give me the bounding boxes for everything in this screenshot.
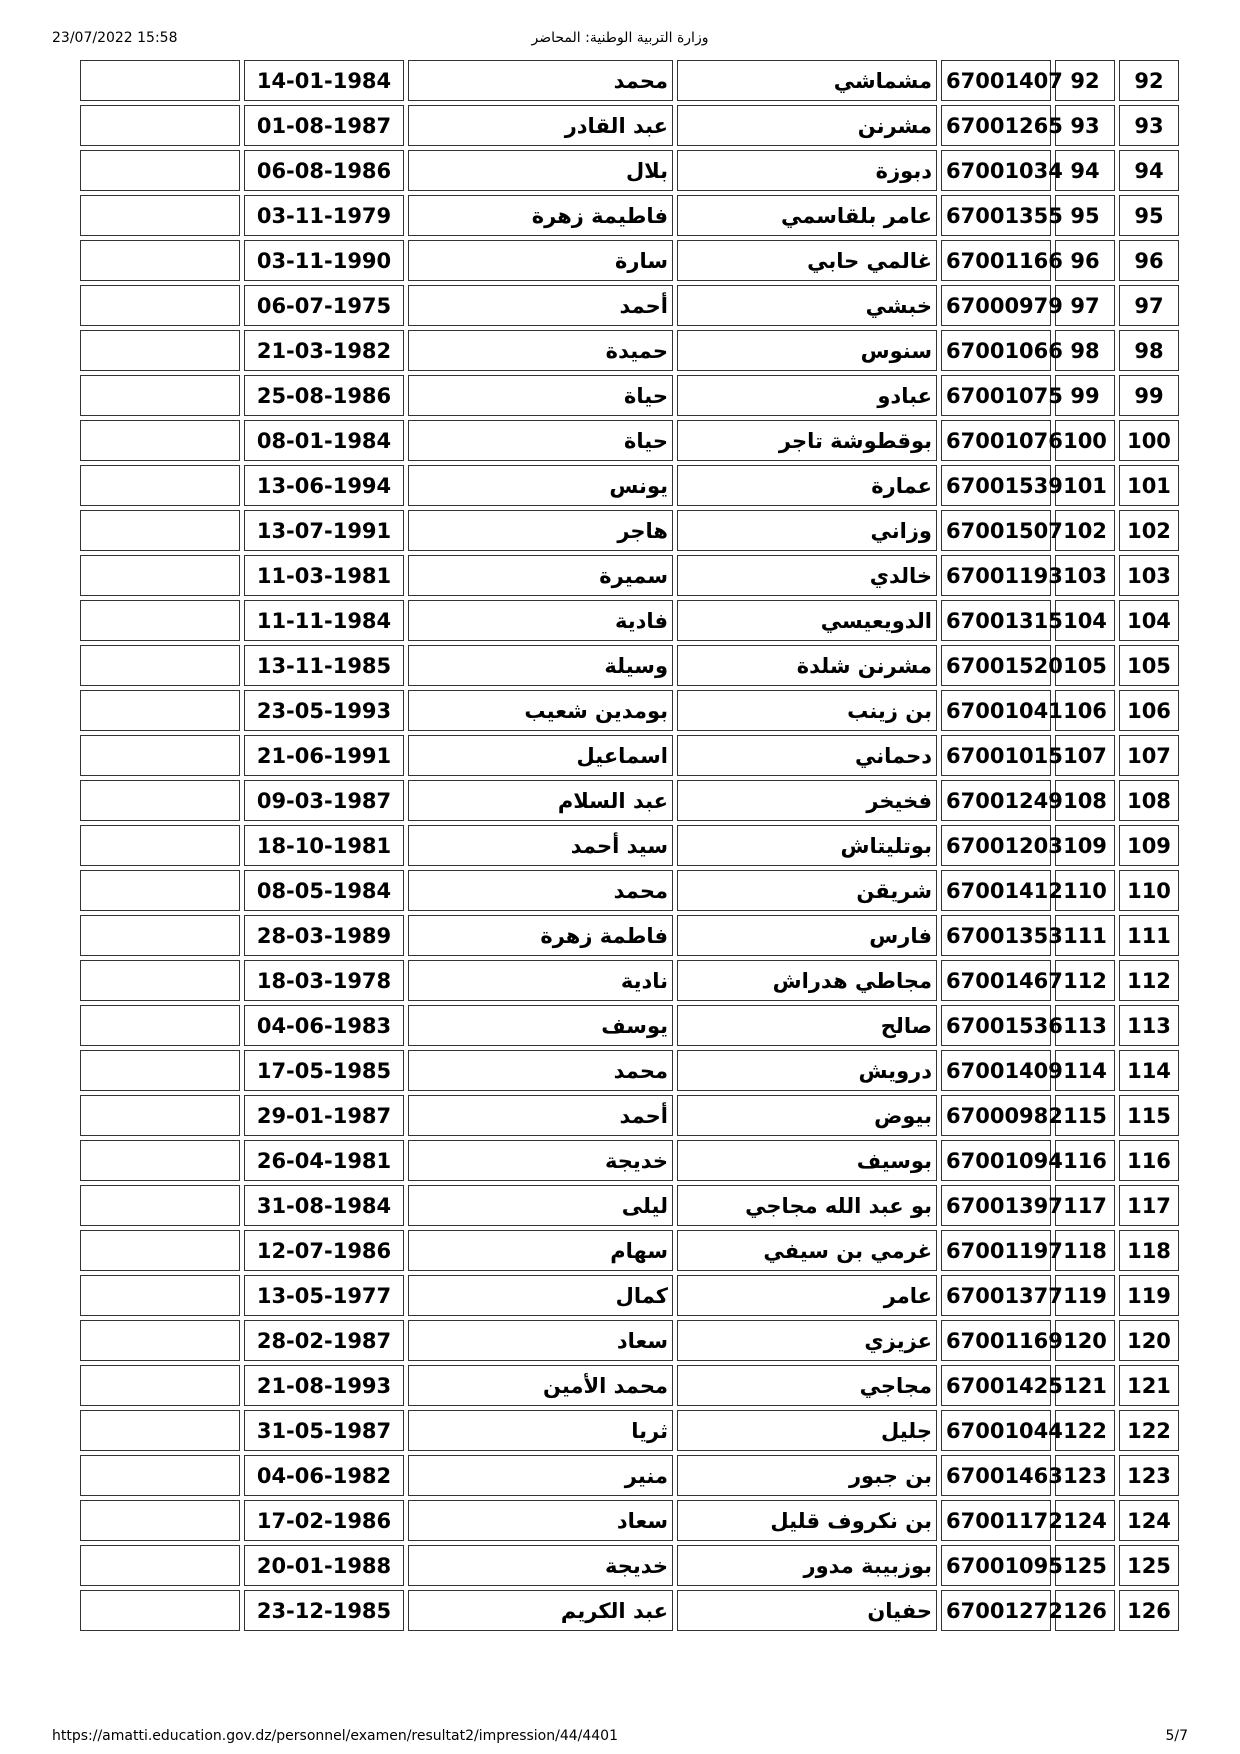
- table-row: [80, 690, 1179, 731]
- first-name-cell: سعاد: [408, 1500, 673, 1541]
- last-name-cell: بيوض: [677, 1095, 937, 1136]
- code-cell: 67001094: [941, 1140, 1051, 1181]
- rank-cell: 116: [1055, 1140, 1115, 1181]
- rank-cell: 96: [1055, 240, 1115, 281]
- last-name-cell: فارس: [677, 915, 937, 956]
- page-title: وزارة التربية الوطنية: المحاضر: [531, 30, 709, 46]
- birth-date-cell: 11-11-1984: [244, 600, 404, 641]
- remarks-cell: [80, 1590, 240, 1631]
- rank-cell: 124: [1055, 1500, 1115, 1541]
- table-row: [80, 1095, 1179, 1136]
- print-footer: [0, 1728, 1240, 1750]
- first-name-cell: حياة: [408, 375, 673, 416]
- rank-cell: 94: [1055, 150, 1115, 191]
- birth-date-cell: 18-10-1981: [244, 825, 404, 866]
- code-cell: 67001193: [941, 555, 1051, 596]
- table-row: [80, 510, 1179, 551]
- number-cell: 114: [1119, 1050, 1179, 1091]
- table-row: [80, 285, 1179, 326]
- code-cell: 67001409: [941, 1050, 1051, 1091]
- table-row: [80, 195, 1179, 236]
- code-cell: 67001249: [941, 780, 1051, 821]
- code-cell: 67001044: [941, 1410, 1051, 1451]
- rank-cell: 111: [1055, 915, 1115, 956]
- last-name-cell: وزاني: [677, 510, 937, 551]
- rank-cell: 98: [1055, 330, 1115, 371]
- last-name-cell: حفيان: [677, 1590, 937, 1631]
- first-name-cell: سارة: [408, 240, 673, 281]
- number-cell: 97: [1119, 285, 1179, 326]
- number-cell: 98: [1119, 330, 1179, 371]
- last-name-cell: بن جبور: [677, 1455, 937, 1496]
- last-name-cell: دبوزة: [677, 150, 937, 191]
- last-name-cell: دحماني: [677, 735, 937, 776]
- last-name-cell: الدويعيسي: [677, 600, 937, 641]
- rank-cell: 102: [1055, 510, 1115, 551]
- birth-date-cell: 08-01-1984: [244, 420, 404, 461]
- number-cell: 110: [1119, 870, 1179, 911]
- table-row: [80, 1005, 1179, 1046]
- first-name-cell: يوسف: [408, 1005, 673, 1046]
- birth-date-cell: 04-06-1982: [244, 1455, 404, 1496]
- number-cell: 121: [1119, 1365, 1179, 1406]
- rank-cell: 119: [1055, 1275, 1115, 1316]
- birth-date-cell: 11-03-1981: [244, 555, 404, 596]
- birth-date-cell: 18-03-1978: [244, 960, 404, 1001]
- remarks-cell: [80, 825, 240, 866]
- table-row: [80, 1365, 1179, 1406]
- page-number: 5/7: [1165, 1728, 1188, 1744]
- code-cell: 67001095: [941, 1545, 1051, 1586]
- number-cell: 102: [1119, 510, 1179, 551]
- number-cell: 125: [1119, 1545, 1179, 1586]
- remarks-cell: [80, 645, 240, 686]
- rank-cell: 101: [1055, 465, 1115, 506]
- remarks-cell: [80, 1365, 240, 1406]
- table-row: [80, 330, 1179, 371]
- birth-date-cell: 21-03-1982: [244, 330, 404, 371]
- remarks-cell: [80, 735, 240, 776]
- number-cell: 124: [1119, 1500, 1179, 1541]
- rank-cell: 92: [1055, 60, 1115, 101]
- rank-cell: 100: [1055, 420, 1115, 461]
- remarks-cell: [80, 240, 240, 281]
- last-name-cell: بوتليتاش: [677, 825, 937, 866]
- first-name-cell: سميرة: [408, 555, 673, 596]
- last-name-cell: صالح: [677, 1005, 937, 1046]
- last-name-cell: عمارة: [677, 465, 937, 506]
- code-cell: 67001166: [941, 240, 1051, 281]
- birth-date-cell: 04-06-1983: [244, 1005, 404, 1046]
- table-row: [80, 375, 1179, 416]
- rank-cell: 104: [1055, 600, 1115, 641]
- birth-date-cell: 13-05-1977: [244, 1275, 404, 1316]
- number-cell: 93: [1119, 105, 1179, 146]
- number-cell: 109: [1119, 825, 1179, 866]
- code-cell: 67001520: [941, 645, 1051, 686]
- rank-cell: 107: [1055, 735, 1115, 776]
- remarks-cell: [80, 1275, 240, 1316]
- birth-date-cell: 31-05-1987: [244, 1410, 404, 1451]
- last-name-cell: عامر: [677, 1275, 937, 1316]
- remarks-cell: [80, 195, 240, 236]
- last-name-cell: سنوس: [677, 330, 937, 371]
- rank-cell: 95: [1055, 195, 1115, 236]
- birth-date-cell: 20-01-1988: [244, 1545, 404, 1586]
- code-cell: 67001272: [941, 1590, 1051, 1631]
- birth-date-cell: 28-02-1987: [244, 1320, 404, 1361]
- table-row: [80, 645, 1179, 686]
- first-name-cell: ليلى: [408, 1185, 673, 1226]
- birth-date-cell: 13-11-1985: [244, 645, 404, 686]
- last-name-cell: بوسيف: [677, 1140, 937, 1181]
- last-name-cell: بو عبد الله مجاجي: [677, 1185, 937, 1226]
- remarks-cell: [80, 105, 240, 146]
- table-row: [80, 1590, 1179, 1631]
- remarks-cell: [80, 1005, 240, 1046]
- first-name-cell: فاطمة زهرة: [408, 915, 673, 956]
- first-name-cell: وسيلة: [408, 645, 673, 686]
- remarks-cell: [80, 780, 240, 821]
- table-row: [80, 1275, 1179, 1316]
- code-cell: 67001015: [941, 735, 1051, 776]
- rank-cell: 110: [1055, 870, 1115, 911]
- remarks-cell: [80, 1230, 240, 1271]
- birth-date-cell: 28-03-1989: [244, 915, 404, 956]
- rank-cell: 126: [1055, 1590, 1115, 1631]
- number-cell: 123: [1119, 1455, 1179, 1496]
- table-row: [80, 240, 1179, 281]
- last-name-cell: عبادو: [677, 375, 937, 416]
- number-cell: 103: [1119, 555, 1179, 596]
- birth-date-cell: 08-05-1984: [244, 870, 404, 911]
- birth-date-cell: 06-07-1975: [244, 285, 404, 326]
- birth-date-cell: 21-08-1993: [244, 1365, 404, 1406]
- results-table: [76, 56, 1183, 1635]
- last-name-cell: مجاجي: [677, 1365, 937, 1406]
- remarks-cell: [80, 285, 240, 326]
- first-name-cell: محمد: [408, 1050, 673, 1091]
- remarks-cell: [80, 150, 240, 191]
- results-table-container: [76, 56, 1171, 1635]
- first-name-cell: حياة: [408, 420, 673, 461]
- print-timestamp: 23/07/2022 15:58: [52, 30, 178, 46]
- number-cell: 112: [1119, 960, 1179, 1001]
- number-cell: 111: [1119, 915, 1179, 956]
- code-cell: 67001034: [941, 150, 1051, 191]
- first-name-cell: فادية: [408, 600, 673, 641]
- table-row: [80, 555, 1179, 596]
- rank-cell: 108: [1055, 780, 1115, 821]
- rank-cell: 114: [1055, 1050, 1115, 1091]
- remarks-cell: [80, 600, 240, 641]
- first-name-cell: بلال: [408, 150, 673, 191]
- table-row: [80, 1050, 1179, 1091]
- first-name-cell: عبد القادر: [408, 105, 673, 146]
- table-row: [80, 600, 1179, 641]
- number-cell: 115: [1119, 1095, 1179, 1136]
- birth-date-cell: 23-05-1993: [244, 690, 404, 731]
- rank-cell: 113: [1055, 1005, 1115, 1046]
- first-name-cell: محمد: [408, 60, 673, 101]
- table-row: [80, 1185, 1179, 1226]
- number-cell: 119: [1119, 1275, 1179, 1316]
- first-name-cell: كمال: [408, 1275, 673, 1316]
- rank-cell: 109: [1055, 825, 1115, 866]
- number-cell: 116: [1119, 1140, 1179, 1181]
- number-cell: 105: [1119, 645, 1179, 686]
- birth-date-cell: 06-08-1986: [244, 150, 404, 191]
- last-name-cell: مشرنن: [677, 105, 937, 146]
- rank-cell: 120: [1055, 1320, 1115, 1361]
- first-name-cell: منير: [408, 1455, 673, 1496]
- number-cell: 96: [1119, 240, 1179, 281]
- code-cell: 67000979: [941, 285, 1051, 326]
- number-cell: 118: [1119, 1230, 1179, 1271]
- last-name-cell: غالمي حابي: [677, 240, 937, 281]
- remarks-cell: [80, 375, 240, 416]
- first-name-cell: فاطيمة زهرة: [408, 195, 673, 236]
- page-url: https://amatti.education.gov.dz/personnel/examen/resultat2/impression/44/4401: [52, 1728, 618, 1744]
- remarks-cell: [80, 870, 240, 911]
- first-name-cell: اسماعيل: [408, 735, 673, 776]
- number-cell: 122: [1119, 1410, 1179, 1451]
- number-cell: 107: [1119, 735, 1179, 776]
- code-cell: 67001076: [941, 420, 1051, 461]
- rank-cell: 122: [1055, 1410, 1115, 1451]
- table-row: [80, 735, 1179, 776]
- remarks-cell: [80, 915, 240, 956]
- rank-cell: 117: [1055, 1185, 1115, 1226]
- first-name-cell: سهام: [408, 1230, 673, 1271]
- code-cell: 67001467: [941, 960, 1051, 1001]
- rank-cell: 121: [1055, 1365, 1115, 1406]
- rank-cell: 99: [1055, 375, 1115, 416]
- last-name-cell: خبشي: [677, 285, 937, 326]
- first-name-cell: يونس: [408, 465, 673, 506]
- code-cell: 67001066: [941, 330, 1051, 371]
- remarks-cell: [80, 1050, 240, 1091]
- table-row: [80, 780, 1179, 821]
- table-row: [80, 150, 1179, 191]
- remarks-cell: [80, 465, 240, 506]
- number-cell: 95: [1119, 195, 1179, 236]
- birth-date-cell: 13-07-1991: [244, 510, 404, 551]
- rank-cell: 123: [1055, 1455, 1115, 1496]
- number-cell: 92: [1119, 60, 1179, 101]
- first-name-cell: خديجة: [408, 1140, 673, 1181]
- number-cell: 108: [1119, 780, 1179, 821]
- table-row: [80, 105, 1179, 146]
- remarks-cell: [80, 555, 240, 596]
- birth-date-cell: 21-06-1991: [244, 735, 404, 776]
- first-name-cell: ثريا: [408, 1410, 673, 1451]
- first-name-cell: هاجر: [408, 510, 673, 551]
- first-name-cell: محمد: [408, 870, 673, 911]
- code-cell: 67001169: [941, 1320, 1051, 1361]
- last-name-cell: بوقطوشة تاجر: [677, 420, 937, 461]
- code-cell: 67001265: [941, 105, 1051, 146]
- table-row: [80, 1230, 1179, 1271]
- birth-date-cell: 29-01-1987: [244, 1095, 404, 1136]
- last-name-cell: فخيخر: [677, 780, 937, 821]
- first-name-cell: عبد الكريم: [408, 1590, 673, 1631]
- code-cell: 67001407: [941, 60, 1051, 101]
- first-name-cell: عبد السلام: [408, 780, 673, 821]
- number-cell: 94: [1119, 150, 1179, 191]
- last-name-cell: عزيزي: [677, 1320, 937, 1361]
- table-row: [80, 1500, 1179, 1541]
- first-name-cell: بومدين شعيب: [408, 690, 673, 731]
- table-row: [80, 870, 1179, 911]
- remarks-cell: [80, 1410, 240, 1451]
- remarks-cell: [80, 960, 240, 1001]
- code-cell: 67001075: [941, 375, 1051, 416]
- birth-date-cell: 09-03-1987: [244, 780, 404, 821]
- remarks-cell: [80, 510, 240, 551]
- last-name-cell: غرمي بن سيفي: [677, 1230, 937, 1271]
- code-cell: 67001041: [941, 690, 1051, 731]
- rank-cell: 103: [1055, 555, 1115, 596]
- print-header: [0, 30, 1240, 54]
- table-row: [80, 60, 1179, 101]
- code-cell: 67001397: [941, 1185, 1051, 1226]
- remarks-cell: [80, 1320, 240, 1361]
- rank-cell: 97: [1055, 285, 1115, 326]
- code-cell: 67001539: [941, 465, 1051, 506]
- birth-date-cell: 26-04-1981: [244, 1140, 404, 1181]
- table-row: [80, 1410, 1179, 1451]
- code-cell: 67001203: [941, 825, 1051, 866]
- code-cell: 67001425: [941, 1365, 1051, 1406]
- remarks-cell: [80, 1545, 240, 1586]
- code-cell: 67001377: [941, 1275, 1051, 1316]
- remarks-cell: [80, 60, 240, 101]
- rank-cell: 125: [1055, 1545, 1115, 1586]
- remarks-cell: [80, 1455, 240, 1496]
- table-row: [80, 1455, 1179, 1496]
- last-name-cell: شريقن: [677, 870, 937, 911]
- code-cell: 67001197: [941, 1230, 1051, 1271]
- code-cell: 67001315: [941, 600, 1051, 641]
- last-name-cell: بوزبيبة مدور: [677, 1545, 937, 1586]
- last-name-cell: جليل: [677, 1410, 937, 1451]
- remarks-cell: [80, 330, 240, 371]
- last-name-cell: بن نكروف قليل: [677, 1500, 937, 1541]
- table-row: [80, 960, 1179, 1001]
- rank-cell: 112: [1055, 960, 1115, 1001]
- number-cell: 99: [1119, 375, 1179, 416]
- birth-date-cell: 25-08-1986: [244, 375, 404, 416]
- remarks-cell: [80, 1095, 240, 1136]
- birth-date-cell: 23-12-1985: [244, 1590, 404, 1631]
- first-name-cell: سعاد: [408, 1320, 673, 1361]
- remarks-cell: [80, 1140, 240, 1181]
- number-cell: 113: [1119, 1005, 1179, 1046]
- remarks-cell: [80, 1185, 240, 1226]
- code-cell: 67001355: [941, 195, 1051, 236]
- remarks-cell: [80, 1500, 240, 1541]
- first-name-cell: نادية: [408, 960, 673, 1001]
- birth-date-cell: 17-05-1985: [244, 1050, 404, 1091]
- first-name-cell: خديجة: [408, 1545, 673, 1586]
- last-name-cell: بن زينب: [677, 690, 937, 731]
- birth-date-cell: 12-07-1986: [244, 1230, 404, 1271]
- code-cell: 67001353: [941, 915, 1051, 956]
- code-cell: 67001507: [941, 510, 1051, 551]
- remarks-cell: [80, 420, 240, 461]
- code-cell: 67001412: [941, 870, 1051, 911]
- last-name-cell: عامر بلقاسمي: [677, 195, 937, 236]
- table-row: [80, 1545, 1179, 1586]
- last-name-cell: مشماشي: [677, 60, 937, 101]
- birth-date-cell: 03-11-1990: [244, 240, 404, 281]
- number-cell: 120: [1119, 1320, 1179, 1361]
- birth-date-cell: 17-02-1986: [244, 1500, 404, 1541]
- number-cell: 101: [1119, 465, 1179, 506]
- first-name-cell: أحمد: [408, 1095, 673, 1136]
- table-row: [80, 825, 1179, 866]
- table-row: [80, 1140, 1179, 1181]
- number-cell: 117: [1119, 1185, 1179, 1226]
- rank-cell: 105: [1055, 645, 1115, 686]
- rank-cell: 118: [1055, 1230, 1115, 1271]
- code-cell: 67001463: [941, 1455, 1051, 1496]
- last-name-cell: درويش: [677, 1050, 937, 1091]
- table-row: [80, 915, 1179, 956]
- birth-date-cell: 03-11-1979: [244, 195, 404, 236]
- birth-date-cell: 31-08-1984: [244, 1185, 404, 1226]
- code-cell: 67001536: [941, 1005, 1051, 1046]
- rank-cell: 115: [1055, 1095, 1115, 1136]
- results-table-body: [80, 60, 1179, 1631]
- code-cell: 67001172: [941, 1500, 1051, 1541]
- remarks-cell: [80, 690, 240, 731]
- code-cell: 67000982: [941, 1095, 1051, 1136]
- first-name-cell: أحمد: [408, 285, 673, 326]
- birth-date-cell: 13-06-1994: [244, 465, 404, 506]
- number-cell: 126: [1119, 1590, 1179, 1631]
- number-cell: 106: [1119, 690, 1179, 731]
- table-row: [80, 465, 1179, 506]
- number-cell: 100: [1119, 420, 1179, 461]
- table-row: [80, 420, 1179, 461]
- birth-date-cell: 14-01-1984: [244, 60, 404, 101]
- last-name-cell: مجاطي هدراش: [677, 960, 937, 1001]
- last-name-cell: خالدي: [677, 555, 937, 596]
- first-name-cell: سيد أحمد: [408, 825, 673, 866]
- rank-cell: 106: [1055, 690, 1115, 731]
- rank-cell: 93: [1055, 105, 1115, 146]
- first-name-cell: محمد الأمين: [408, 1365, 673, 1406]
- last-name-cell: مشرنن شلدة: [677, 645, 937, 686]
- table-row: [80, 1320, 1179, 1361]
- number-cell: 104: [1119, 600, 1179, 641]
- first-name-cell: حميدة: [408, 330, 673, 371]
- birth-date-cell: 01-08-1987: [244, 105, 404, 146]
